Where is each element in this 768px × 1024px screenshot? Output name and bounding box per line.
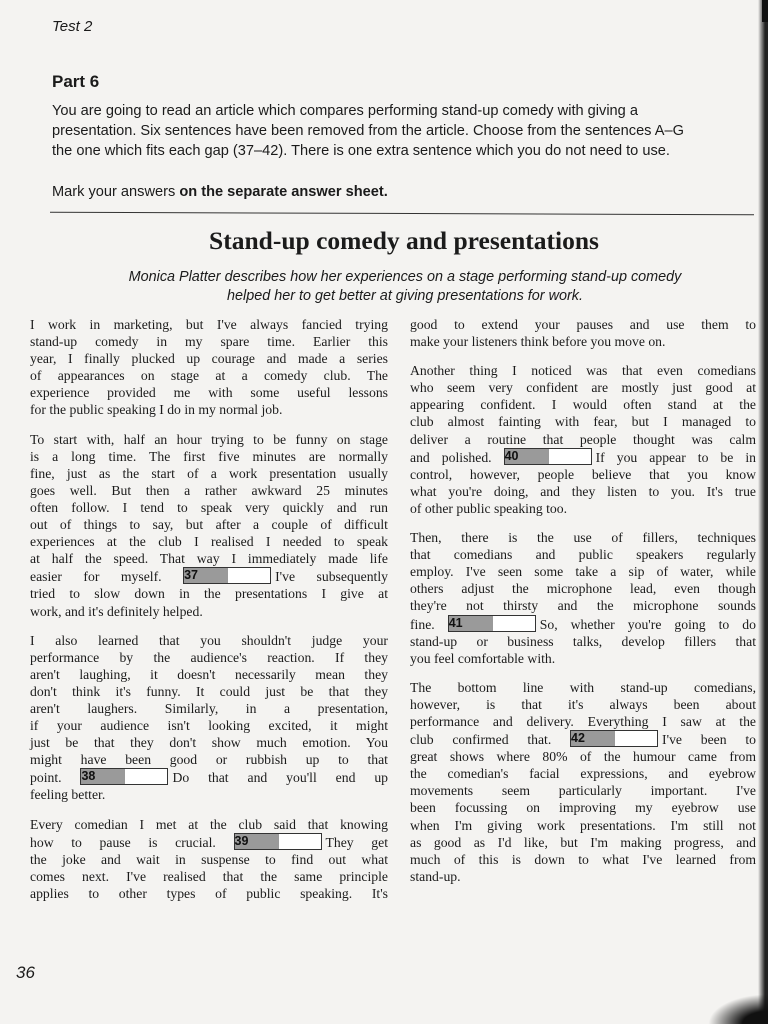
answer-gap-37[interactable] [183,567,271,584]
page-edge-shadow [758,0,768,1024]
text-line: they're not thirsty and the microphone sounds [410,598,756,614]
instruction-line: You are going to read an article which compares performing stand-up comedy with giving a [52,103,638,119]
gap-number: 41 [449,616,493,631]
text-line-with-gap [410,448,756,466]
text-line: goes well. But then a rather awkward 25 minutes [30,482,388,498]
text-line: Another thing I noticed was that even comedians [410,363,756,379]
text-line: The bottom line with stand-up comedians, [410,679,756,695]
text-line-with-gap [30,833,388,851]
gap-number: 39 [235,834,279,849]
instruction-line: the one which fits each gap (37–42). There is one extra sentence which you do not need to use. [52,143,670,159]
text-line: don't think it's funny. It could just be that they [30,683,388,699]
instruction-line: presentation. Six sentences have been removed from the article. Choose from the sentences A–G [52,123,684,139]
text-line: been focussing on improving my eyebrow use [410,800,756,816]
text-line: Every comedian I met at the club said that knowing [30,816,388,832]
text-line: what you're doing, and they listen to you. It's true [410,483,756,499]
paragraph-2 [30,431,388,620]
paragraph-8 [410,679,756,885]
text-line: just be that they don't show much emotion. You [30,735,388,751]
gap-trail-text: If you appear to be in [595,449,756,465]
text-line: who seem very confident are mostly just good at [410,380,756,396]
text-line-with-gap [30,768,388,786]
text-line: make your listeners think before you move on. [410,334,666,350]
text-line: stand-up or business talks, develop fillers that [410,633,756,649]
text-line: club almost fainting with fear, but I managed to [410,414,756,430]
paragraph-1 [30,316,388,419]
gap-lead-text: point. [30,770,62,786]
text-line: fine, just as the start of a work presentation usually [30,465,388,481]
answer-gap-40[interactable] [504,448,592,465]
page-corner-shadow [708,994,768,1024]
answer-gap-42[interactable] [570,730,658,747]
paragraph-3 [30,632,388,804]
instructions [52,101,752,161]
text-line: the comedian's facial expressions, and eyebrow [410,766,756,782]
gap-number: 37 [184,568,228,583]
text-line: out of things to say, but after a couple of difficult [30,517,388,533]
text-line: if your audience isn't looking excited, it might [30,718,388,734]
text-line: often follow. I tend to speak very quickly and run [30,499,388,515]
paragraph-7 [410,529,756,667]
gap-trail-text: I've subsequently [275,569,388,585]
text-line: movements seem particularly important. I've [410,783,756,799]
gap-number: 42 [571,731,615,746]
paragraph-6 [410,362,756,517]
subtitle-line: helped her to get better at giving presentations for work. [227,288,583,304]
text-line: at half the speed. That way I immediately made life [30,551,388,567]
text-line: To start with, half an hour trying to be funny on stage [30,431,388,447]
article-column-right [410,316,756,885]
text-line: that comedians and public speakers regularly [410,547,756,563]
gap-lead-text: and polished. [410,449,492,465]
text-line: stand-up comedy in my spare time. Earlier this [30,334,388,350]
gap-trail-text: They get [325,834,389,850]
text-line: performance by the audience's reaction. If they [30,649,388,665]
text-line: experiences at the club I realised I needed to speak [30,534,388,550]
gap-number: 40 [505,449,549,464]
text-line: as good as I'd like, but I'm making progress, and [410,834,756,850]
mark-bold: on the separate answer sheet. [179,184,388,200]
page-edge-top [762,0,768,22]
text-line: others adjust the microphone lead, even though [410,581,756,597]
mark-answers-line [52,184,388,200]
gap-number: 38 [81,769,125,784]
text-line-with-gap [30,567,388,585]
answer-gap-41[interactable] [448,615,536,632]
text-line: of appearances on stage at a comedy club. The [30,368,388,384]
text-line: tried to slow down in the presentations I give at [30,586,388,602]
text-line: good to extend your pauses and use them to [410,317,756,332]
text-line-with-gap [410,730,756,748]
text-line: Then, there is the use of fillers, techniques [410,530,756,546]
mark-prefix: Mark your answers [52,184,180,200]
answer-gap-39[interactable] [234,833,322,850]
article-subtitle [60,268,750,306]
paragraph-5 [410,316,756,350]
text-line: year, I finally plucked up courage and made a series [30,351,388,367]
text-line: performance and delivery. Everything I saw at the [410,713,756,729]
answer-gap-38[interactable] [80,768,168,785]
gap-lead-text: fine. [410,616,435,632]
gap-trail-text: Do that and you'll end up [172,770,389,786]
divider-rule [50,212,754,215]
text-line: deliver a routine that people thought was calm [410,431,756,447]
text-line: stand-up. [410,868,461,884]
text-line: control, however, people believe that you know [410,466,756,482]
gap-lead-text: club confirmed that. [410,732,552,748]
subtitle-line: Monica Platter describes how her experiences on a stage performing stand-up comedy [128,269,682,285]
text-line-with-gap [410,615,756,633]
text-line: applies to other types of public speaking. It's [30,885,388,901]
text-line: work, and it's definitely helped. [30,603,203,619]
text-line: I work in marketing, but I've always fancied trying [30,317,388,332]
text-line: when I'm giving work presentations. I'm still not [410,817,756,833]
text-line: employ. I've seen some take a sip of water, while [410,564,756,580]
text-line: much of this is down to what I've learned from [410,851,756,867]
paragraph-4 [30,816,388,902]
text-line: the joke and wait in suspense to find out what [30,851,388,867]
article-title: Stand-up comedy and presentations [209,226,599,255]
text-line: I also learned that you shouldn't judge your [30,632,388,648]
text-line: you feel comfortable with. [410,650,556,666]
gap-trail-text: I've been to [662,732,756,748]
text-line: great shows where 80% of the humour came from [410,749,756,765]
text-line: feeling better. [30,787,106,803]
test-label: Test 2 [52,18,93,35]
text-line: aren't laughing, it doesn't necessarily mean they [30,666,388,682]
text-line: might have been good or rubbish up to that [30,752,388,768]
gap-lead-text: easier for myself. [30,569,162,585]
text-line: appearing confident. I would often stand at the [410,397,756,413]
text-line: comes next. I've realised that the same principle [30,868,388,884]
article-column-left [30,316,388,902]
page-number: 36 [16,963,35,982]
text-line: of other public speaking too. [410,500,567,516]
text-line: however, is that it's always been about [410,696,756,712]
text-line: for the public speaking I do in my normal job. [30,402,283,418]
text-line: is a long time. The first five minutes are normally [30,448,388,464]
gap-trail-text: So, whether you're going to do [539,616,756,632]
gap-lead-text: how to pause is crucial. [30,834,216,850]
text-line: aren't laughers. Similarly, in a presentation, [30,700,388,716]
text-line: experience provided me with some useful lessons [30,385,388,401]
part-title: Part 6 [52,72,100,91]
